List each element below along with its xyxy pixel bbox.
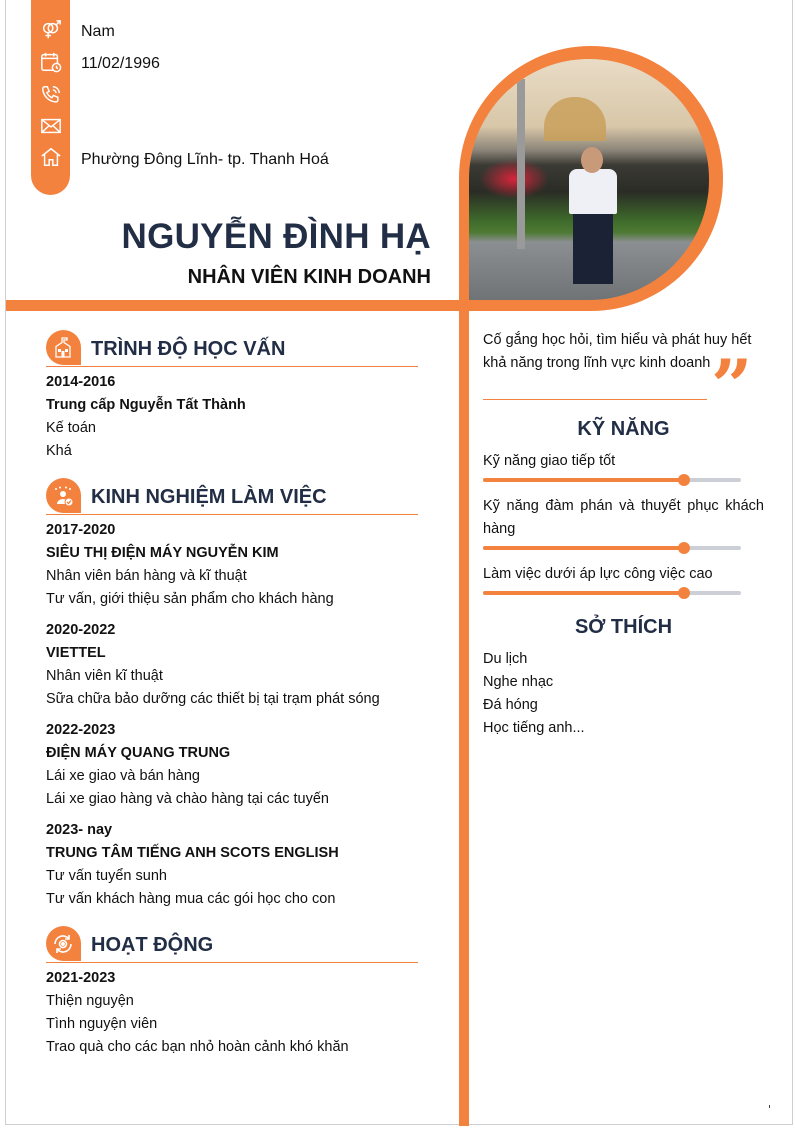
skill-level-bar xyxy=(483,591,741,595)
activities-section-header xyxy=(46,926,418,963)
activity-line: Thiện nguyện xyxy=(46,993,134,1009)
school-icon xyxy=(46,330,81,365)
job-company: TRUNG TÂM TIẾNG ANH SCOTS ENGLISH xyxy=(46,845,339,861)
home-icon xyxy=(40,146,62,168)
birthday-value: 11/02/1996 xyxy=(81,55,160,72)
hobby-item: Du lịch xyxy=(483,651,528,667)
gender-value: Nam xyxy=(81,23,115,40)
profile-photo xyxy=(469,59,709,300)
skills-title: KỸ NĂNG xyxy=(577,418,670,440)
hobby-item: Học tiếng anh... xyxy=(483,720,585,736)
contact-icon-bar xyxy=(31,0,70,195)
education-title: TRÌNH ĐỘ HỌC VẤN xyxy=(91,338,286,360)
activity-line: Trao quà cho các bạn nhỏ hoàn cảnh khó khăn xyxy=(46,1039,349,1055)
skill-label: Kỹ năng đàm phán và thuyết phục khách hàng xyxy=(483,498,764,537)
job-description: Tư vấn khách hàng mua các gói học cho con xyxy=(46,891,336,907)
education-major: Kế toán xyxy=(46,420,96,436)
experience-section-header xyxy=(46,478,418,515)
job-company: ĐIỆN MÁY QUANG TRUNG xyxy=(46,745,231,761)
activities-title: HOẠT ĐỘNG xyxy=(91,934,214,956)
calendar-icon xyxy=(40,51,62,73)
education-period: 2014-2016 xyxy=(46,374,116,390)
hobby-item: Đá hóng xyxy=(483,697,538,713)
career-objective: Cố gắng học hỏi, tìm hiểu và phát huy hết khả năng trong lĩnh vực kinh doanh xyxy=(483,332,752,371)
job-period: 2023- nay xyxy=(46,822,113,838)
address-value: Phường Đông Lĩnh- tp. Thanh Hoá xyxy=(81,151,329,168)
quote-icon: ” xyxy=(711,343,753,428)
job-position: Tư vấn tuyển sunh xyxy=(46,868,167,884)
phone-icon xyxy=(40,84,62,106)
team-rating-icon xyxy=(46,478,81,513)
activity-period: 2021-2023 xyxy=(46,970,116,986)
hobby-item: Nghe nhạc xyxy=(483,674,554,690)
activity-gear-icon xyxy=(46,926,81,961)
job-period: 2022-2023 xyxy=(46,722,116,738)
mail-icon xyxy=(40,115,62,137)
job-description: Tư vấn, giới thiệu sản phẩm cho khách hàng xyxy=(46,591,334,607)
skill-level-bar xyxy=(483,546,741,550)
experience-title: KINH NGHIỆM LÀM VIỆC xyxy=(91,486,327,508)
job-period: 2020-2022 xyxy=(46,622,116,638)
activity-line: Tình nguyện viên xyxy=(46,1016,158,1032)
job-period: 2017-2020 xyxy=(46,522,116,538)
skill-label: Kỹ năng giao tiếp tốt xyxy=(483,453,616,469)
job-position: Nhân viên bán hàng và kĩ thuật xyxy=(46,568,247,584)
objective-underline xyxy=(483,399,707,400)
full-name: NGUYỄN ĐÌNH HẠ xyxy=(121,217,431,256)
education-section-header xyxy=(46,330,418,367)
education-grade: Khá xyxy=(46,443,72,459)
skill-label: Làm việc dưới áp lực công việc cao xyxy=(483,566,713,582)
column-divider xyxy=(459,300,469,1126)
header-divider xyxy=(6,300,463,311)
job-description: Sữa chữa bảo dưỡng các thiết bị tại trạm phát sóng xyxy=(46,691,380,707)
job-position: Lái xe giao và bán hàng xyxy=(46,768,200,784)
job-description: Lái xe giao hàng và chào hàng tại các tuyến xyxy=(46,791,329,807)
job-company: SIÊU THỊ ĐIỆN MÁY NGUYỄN KIM xyxy=(46,545,279,561)
job-company: VIETTEL xyxy=(46,645,106,661)
job-position: Nhân viên kĩ thuật xyxy=(46,668,163,684)
hobbies-title: SỞ THÍCH xyxy=(574,616,673,638)
page-marker xyxy=(769,1105,770,1108)
job-title: NHÂN VIÊN KINH DOANH xyxy=(187,266,431,288)
gender-icon xyxy=(40,19,62,41)
skill-level-bar xyxy=(483,478,741,482)
education-school: Trung cấp Nguyễn Tất Thành xyxy=(46,397,246,413)
